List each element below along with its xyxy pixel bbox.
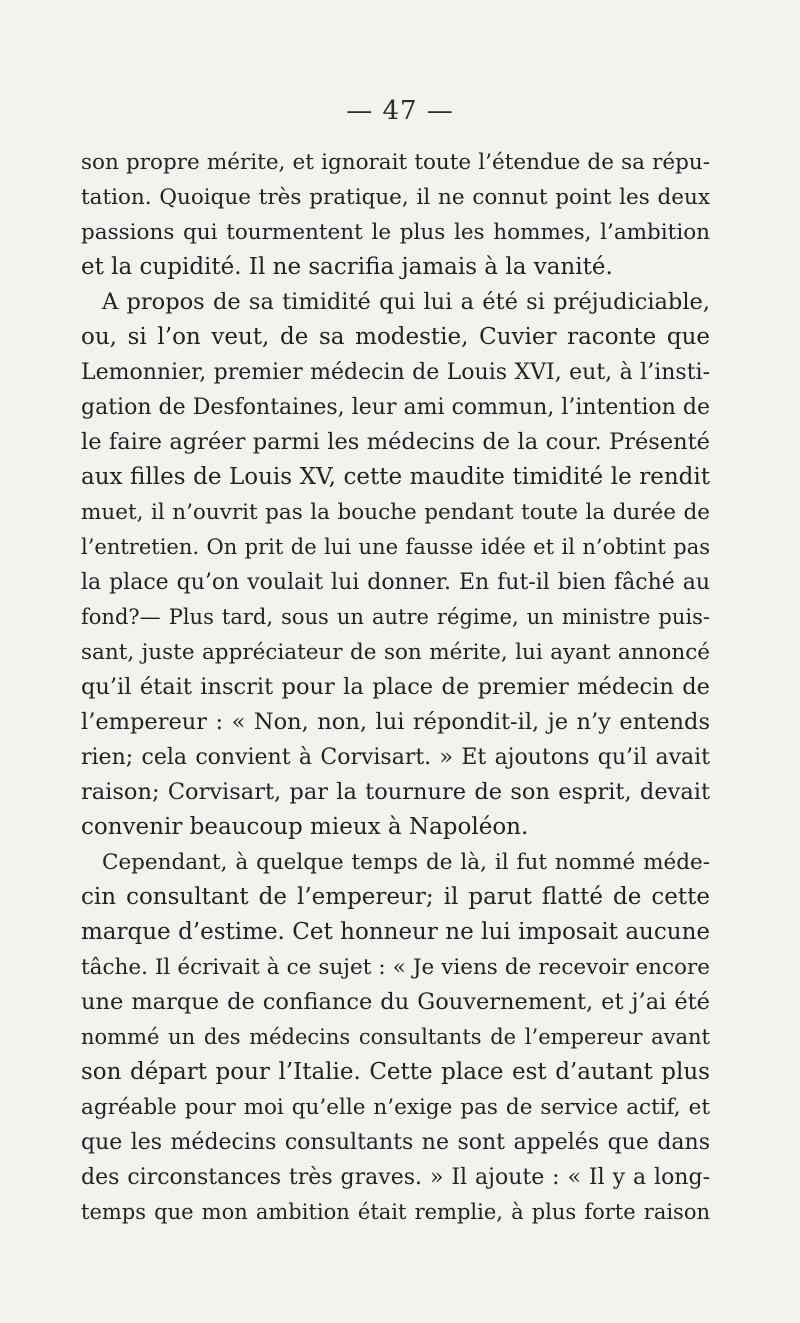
text-line: muet, il n’ouvrit pas la bouche pendant toute la durée de bbox=[81, 500, 710, 525]
text-line: A propos de sa timidité qui lui a été si préjudiciable, bbox=[102, 289, 710, 315]
text-line: gation de Desfontaines, leur ami commun, l’intention de bbox=[81, 395, 710, 420]
text-line: convenir beaucoup mieux à Napoléon. bbox=[81, 814, 529, 840]
text-line: ou, si l’on veut, de sa modestie, Cuvier raconte que bbox=[81, 324, 710, 350]
text-line: son départ pour l’Italie. Cette place est d’autant plus bbox=[81, 1059, 710, 1085]
text-line: une marque de confiance du Gouvernement, et j’ai été bbox=[81, 989, 710, 1015]
text-line: passions qui tourmentent le plus les hommes, l’ambition bbox=[81, 220, 710, 245]
text-line: le faire agréer parmi les médecins de la cour. Présenté bbox=[81, 429, 710, 455]
text-line: qu’il était inscrit pour la place de premier médecin de bbox=[81, 674, 710, 700]
text-line: raison; Corvisart, par la tournure de son esprit, devait bbox=[81, 779, 710, 805]
text-line: des circonstances très graves. » Il ajoute : « Il y a long- bbox=[81, 1165, 710, 1190]
text-line: fond?— Plus tard, sous un autre régime, un ministre puis- bbox=[81, 605, 710, 629]
text-line: que les médecins consultants ne sont appelés que dans bbox=[81, 1130, 710, 1155]
text-line: la place qu’on voulait lui donner. En fut-il bien fâché au bbox=[81, 570, 710, 595]
text-line: sant, juste appréciateur de son mérite, lui ayant annoncé bbox=[81, 640, 710, 665]
text-line: temps que mon ambition était remplie, à plus forte raison bbox=[81, 1200, 710, 1224]
text-line: Cependant, à quelque temps de là, il fut nommé méde- bbox=[102, 850, 710, 875]
text-line: nommé un des médecins consultants de l’empereur avant bbox=[81, 1025, 710, 1049]
text-line: Lemonnier, premier médecin de Louis XVI, eut, à l’insti- bbox=[81, 360, 710, 385]
text-line: tâche. Il écrivait à ce sujet : « Je viens de recevoir encore bbox=[81, 955, 710, 980]
text-line: agréable pour moi qu’elle n’exige pas de service actif, et bbox=[81, 1095, 710, 1120]
text-line: tation. Quoique très pratique, il ne connut point les deux bbox=[81, 185, 710, 210]
text-line: l’empereur : « Non, non, lui répondit-il, je n’y entends bbox=[81, 709, 710, 735]
text-line: son propre mérite, et ignorait toute l’étendue de sa répu- bbox=[81, 150, 710, 175]
text-line: aux filles de Louis XV, cette maudite timidité le rendit bbox=[81, 464, 710, 490]
page-number: — 47 — bbox=[346, 96, 454, 126]
text-line: marque d’estime. Cet honneur ne lui imposait aucune bbox=[81, 919, 710, 945]
text-line: l’entretien. On prit de lui une fausse idée et il n’obtint pas bbox=[81, 535, 710, 559]
text-line: rien; cela convient à Corvisart. » Et ajoutons qu’il avait bbox=[81, 745, 710, 770]
text-line: et la cupidité. Il ne sacrifia jamais à la vanité. bbox=[81, 254, 613, 280]
text-line: cin consultant de l’empereur; il parut flatté de cette bbox=[81, 884, 710, 910]
body-text bbox=[81, 145, 710, 1230]
